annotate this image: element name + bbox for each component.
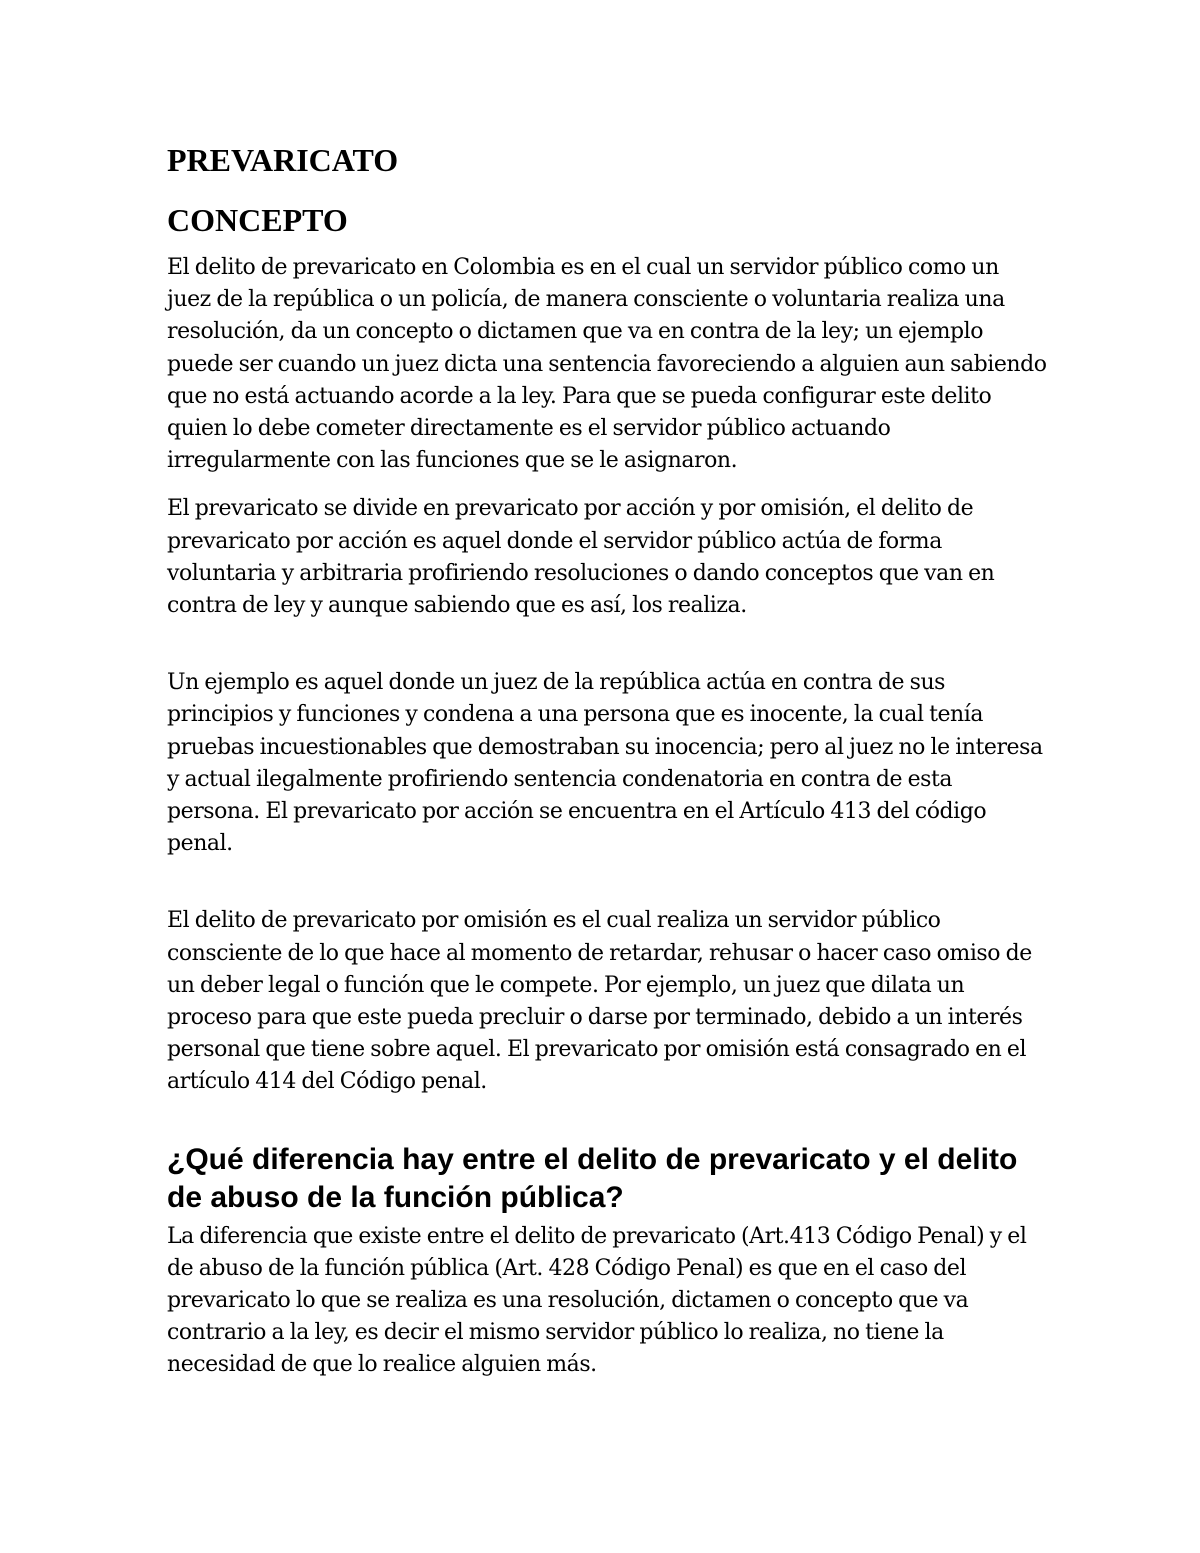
document-title: PREVARICATO (167, 142, 399, 178)
paragraph-division: El prevaricato se divide en prevaricato por acción y por omisión, el delito de prevaricato por acción es aquel donde el servidor público actúa de forma voluntaria y arbitraria profiriendo resoluciones o dando conceptos que van en contra de ley y aunque sabiendo que es así, los realiza. (167, 496, 995, 619)
paragraph-definition: El delito de prevaricato en Colombia es en el cual un servidor público como un juez de la república o un policía, de manera consciente o voluntaria realiza una resolución, da un concepto o dictamen que va en contra de la ley; un ejemplo puede ser cuando un juez dicta una sentencia favoreciendo a alguien aun sabiendo que no está actuando acorde a la ley. Para que se pueda configurar este delito quien lo debe cometer directamente es el servidor público actuando irregularmente con las funciones que se le asignaron. (167, 255, 1047, 474)
section-heading-concepto: CONCEPTO (167, 202, 348, 238)
paragraph-example-accion: Un ejemplo es aquel donde un juez de la república actúa en contra de sus principios y funciones y condena a una persona que es inocente, la cual tenía pruebas incuestionables que demostraban su inocencia; pero al juez no le interesa y actual ilegalmente profiriendo sentencia condenatoria en contra de esta persona. El prevaricato por acción se encuentra en el Artículo 413 del código penal. (167, 670, 1043, 857)
paragraph-omision: El delito de prevaricato por omisión es el cual realiza un servidor público consciente de lo que hace al momento de retardar, rehusar o hacer caso omiso de un deber legal o función que le compete. Por ejemplo, un juez que dilata un proceso para que este pueda precluir o darse por terminado, debido a un interés personal que tiene sobre aquel. El prevaricato por omisión está consagrado en el artículo 414 del Código penal. (167, 908, 1032, 1095)
question-heading: ¿Qué diferencia hay entre el delito de prevaricato y el delito de abuso de la función pública? (167, 1142, 1018, 1214)
document-body (167, 138, 1047, 1382)
paragraph-difference: La diferencia que existe entre el delito de prevaricato (Art.413 Código Penal) y el de abuso de la función pública (Art. 428 Código Penal) es que en el caso del prevaricato lo que se realiza es una resolución, dictamen o concepto que va contrario a la ley, es decir el mismo servidor público lo realiza, no tiene la necesidad de que lo realice alguien más. (167, 1223, 1027, 1378)
